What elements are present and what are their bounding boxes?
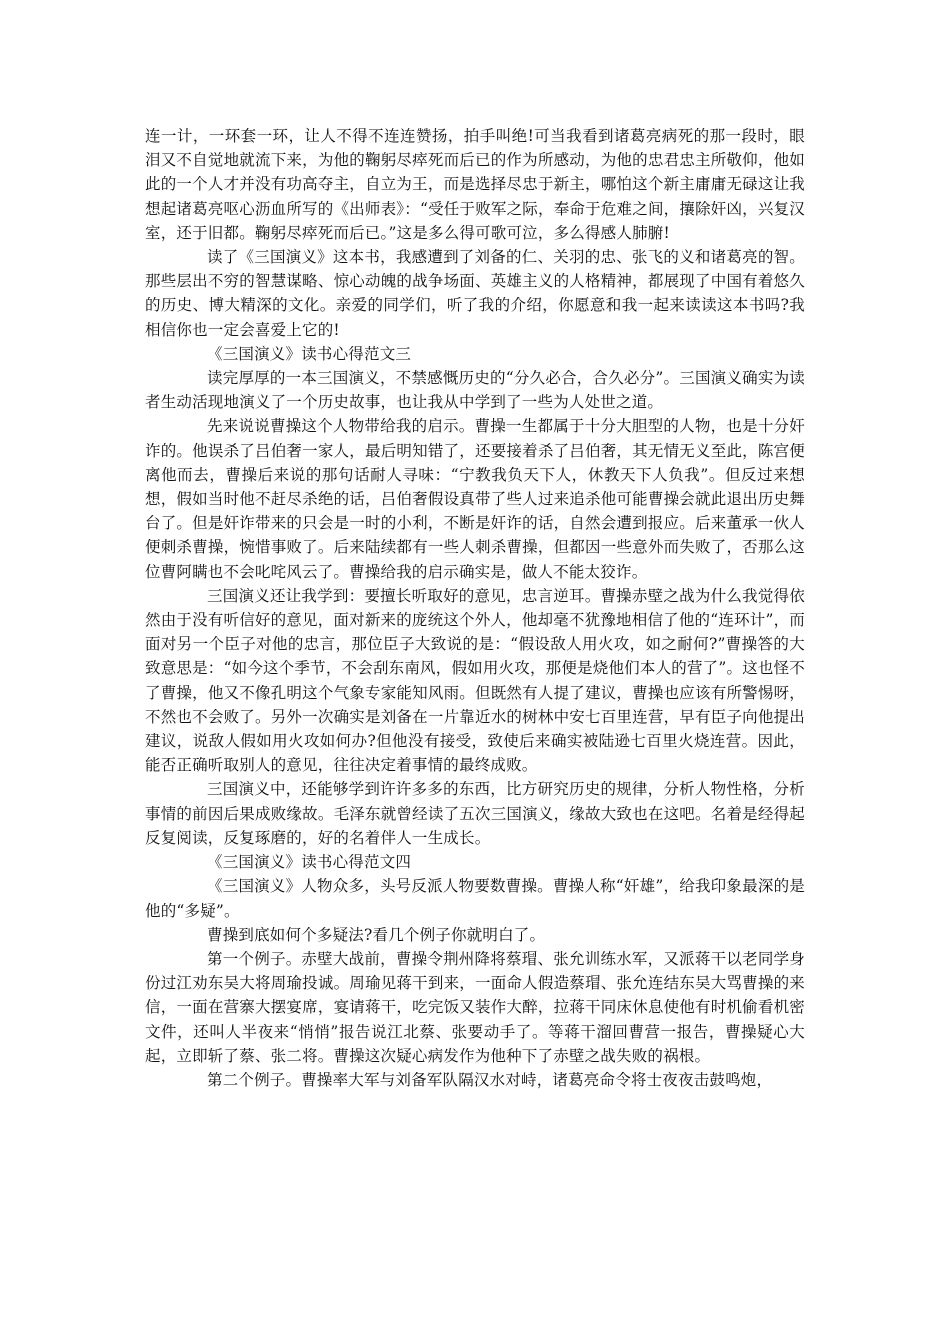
paragraph-1: 连一计，一环套一环，让人不得不连连赞扬，拍手叫绝!可当我看到诸葛亮病死的那一段时，眼泪又不自觉地就流下来，为他的鞠躬尽瘁死而后已的作为所感动，为他的忠君忠主所敬仰，他如此的一个人才并没有功高夺主，自立为王，而是选择尽忠于新主，哪怕这个新主庸庸无碌这让我想起诸葛亮呕心沥血所写的《出师表》：“受任于败军之际，奉命于危难之间，攘除奸凶，兴复汉室，还于旧都。鞠躬尽瘁死而后已。”这是多么得可歌可泣，多么得感人肺腑!: [145, 127, 805, 242]
section-heading-3: 《三国演义》读书心得范文三: [207, 344, 412, 363]
document-body: [145, 124, 805, 1092]
paragraph-4: 先来说说曹操这个人物带给我的启示。曹操一生都属于十分大胆型的人物，也是十分奸诈的。他误杀了吕伯奢一家人，最后明知错了，还要接着杀了吕伯奢，其无情无义至此，陈宫便离他而去，曹操后来说的那句话耐人寻味：“宁教我负天下人，休教天下人负我”。但反过来想想，假如当时他不赶尽杀绝的话，吕伯奢假设真带了些人过来追杀他可能曹操会就此退出历史舞台了。但是奸诈带来的只会是一时的小利，不断是奸诈的话，自然会遭到报应。后来董承一伙人便刺杀曹操，惋惜事败了。后来陆续都有一些人刺杀曹操，但都因一些意外而失败了，否那么这位曹阿瞒也不会叱咤风云了。曹操给我的启示确实是，做人不能太狡诈。: [145, 417, 805, 581]
paragraph-3: 读完厚厚的一本三国演义，不禁感慨历史的“分久必合，合久必分”。三国演义确实为读者生动活现地演义了一个历史故事，也让我从中学到了一些为人处世之道。: [145, 369, 805, 412]
paragraph-5: 三国演义还让我学到：要擅长听取好的意见，忠言逆耳。曹操赤壁之战为什么我觉得依然由于没有听信好的意见，面对新来的庞统这个外人，他却毫不犹豫地相信了他的“连环计”，而面对另一个臣子对他的忠言，那位臣子大致说的是：“假设敌人用火攻，如之耐何?”曹操答的大致意思是：“如今这个季节，不会刮东南风，假如用火攻，那便是烧他们本人的营了”。这也怪不了曹操，他又不像孔明这个气象专家能知风雨。但既然有人提了建议，曹操也应该有所警惕呀，不然也不会败了。另外一次确实是刘备在一片靠近水的树林中安七百里连营，早有臣子向他提出建议，说敌人假如用火攻如何办?但他没有接受，致使后来确实被陆逊七百里火烧连营。因此，能否正确听取别人的意见，往往决定着事情的最终成败。: [145, 586, 805, 775]
paragraph-8: 曹操到底如何个多疑法?看几个例子你就明白了。: [207, 925, 546, 944]
paragraph-9: 第一个例子。赤壁大战前，曹操令荆州降将蔡瑁、张允训练水军，又派蒋干以老同学身份过江劝东吴大将周瑜投诚。周瑜见蒋干到来，一面命人假造蔡瑁、张允连结东吴大骂曹操的来信，一面在营寨大摆宴席，宴请蒋干，吃完饭又装作大醉，拉蒋干同床休息使他有时机偷看机密文件，还叫人半夜来“悄悄”报告说江北蔡、张要动手了。等蒋干溜回曹营一报告，曹操疑心大起，立即斩了蔡、张二将。曹操这次疑心病发作为他种下了赤壁之战失败的祸根。: [145, 949, 805, 1065]
paragraph-2: 读了《三国演义》这本书，我感遭到了刘备的仁、关羽的忠、张飞的义和诸葛亮的智。那些层出不穷的智慧谋略、惊心动魄的战争场面、英雄主义的人格精神，都展现了中国有着悠久的历史、博大精深的文化。亲爱的同学们，听了我的介绍，你愿意和我一起来读读这本书吗?我相信你也一定会喜爱上它的!: [145, 248, 805, 339]
paragraph-10: 第二个例子。曹操率大军与刘备军队隔汉水对峙，诸葛亮命令将士夜夜击鼓鸣炮，: [207, 1070, 773, 1089]
section-heading-4: 《三国演义》读书心得范文四: [207, 853, 412, 872]
paragraph-7: 《三国演义》人物众多，头号反派人物要数曹操。曹操人称“奸雄”，给我印象最深的是他的“多疑”。: [145, 877, 805, 920]
paragraph-6: 三国演义中，还能够学到许许多多的东西，比方研究历史的规律，分析人物性格，分析事情的前因后果成败缘故。毛泽东就曾经读了五次三国演义，缘故大致也在这吧。名着是经得起反复阅读，反复琢磨的，好的名着伴人一生成长。: [145, 780, 805, 847]
